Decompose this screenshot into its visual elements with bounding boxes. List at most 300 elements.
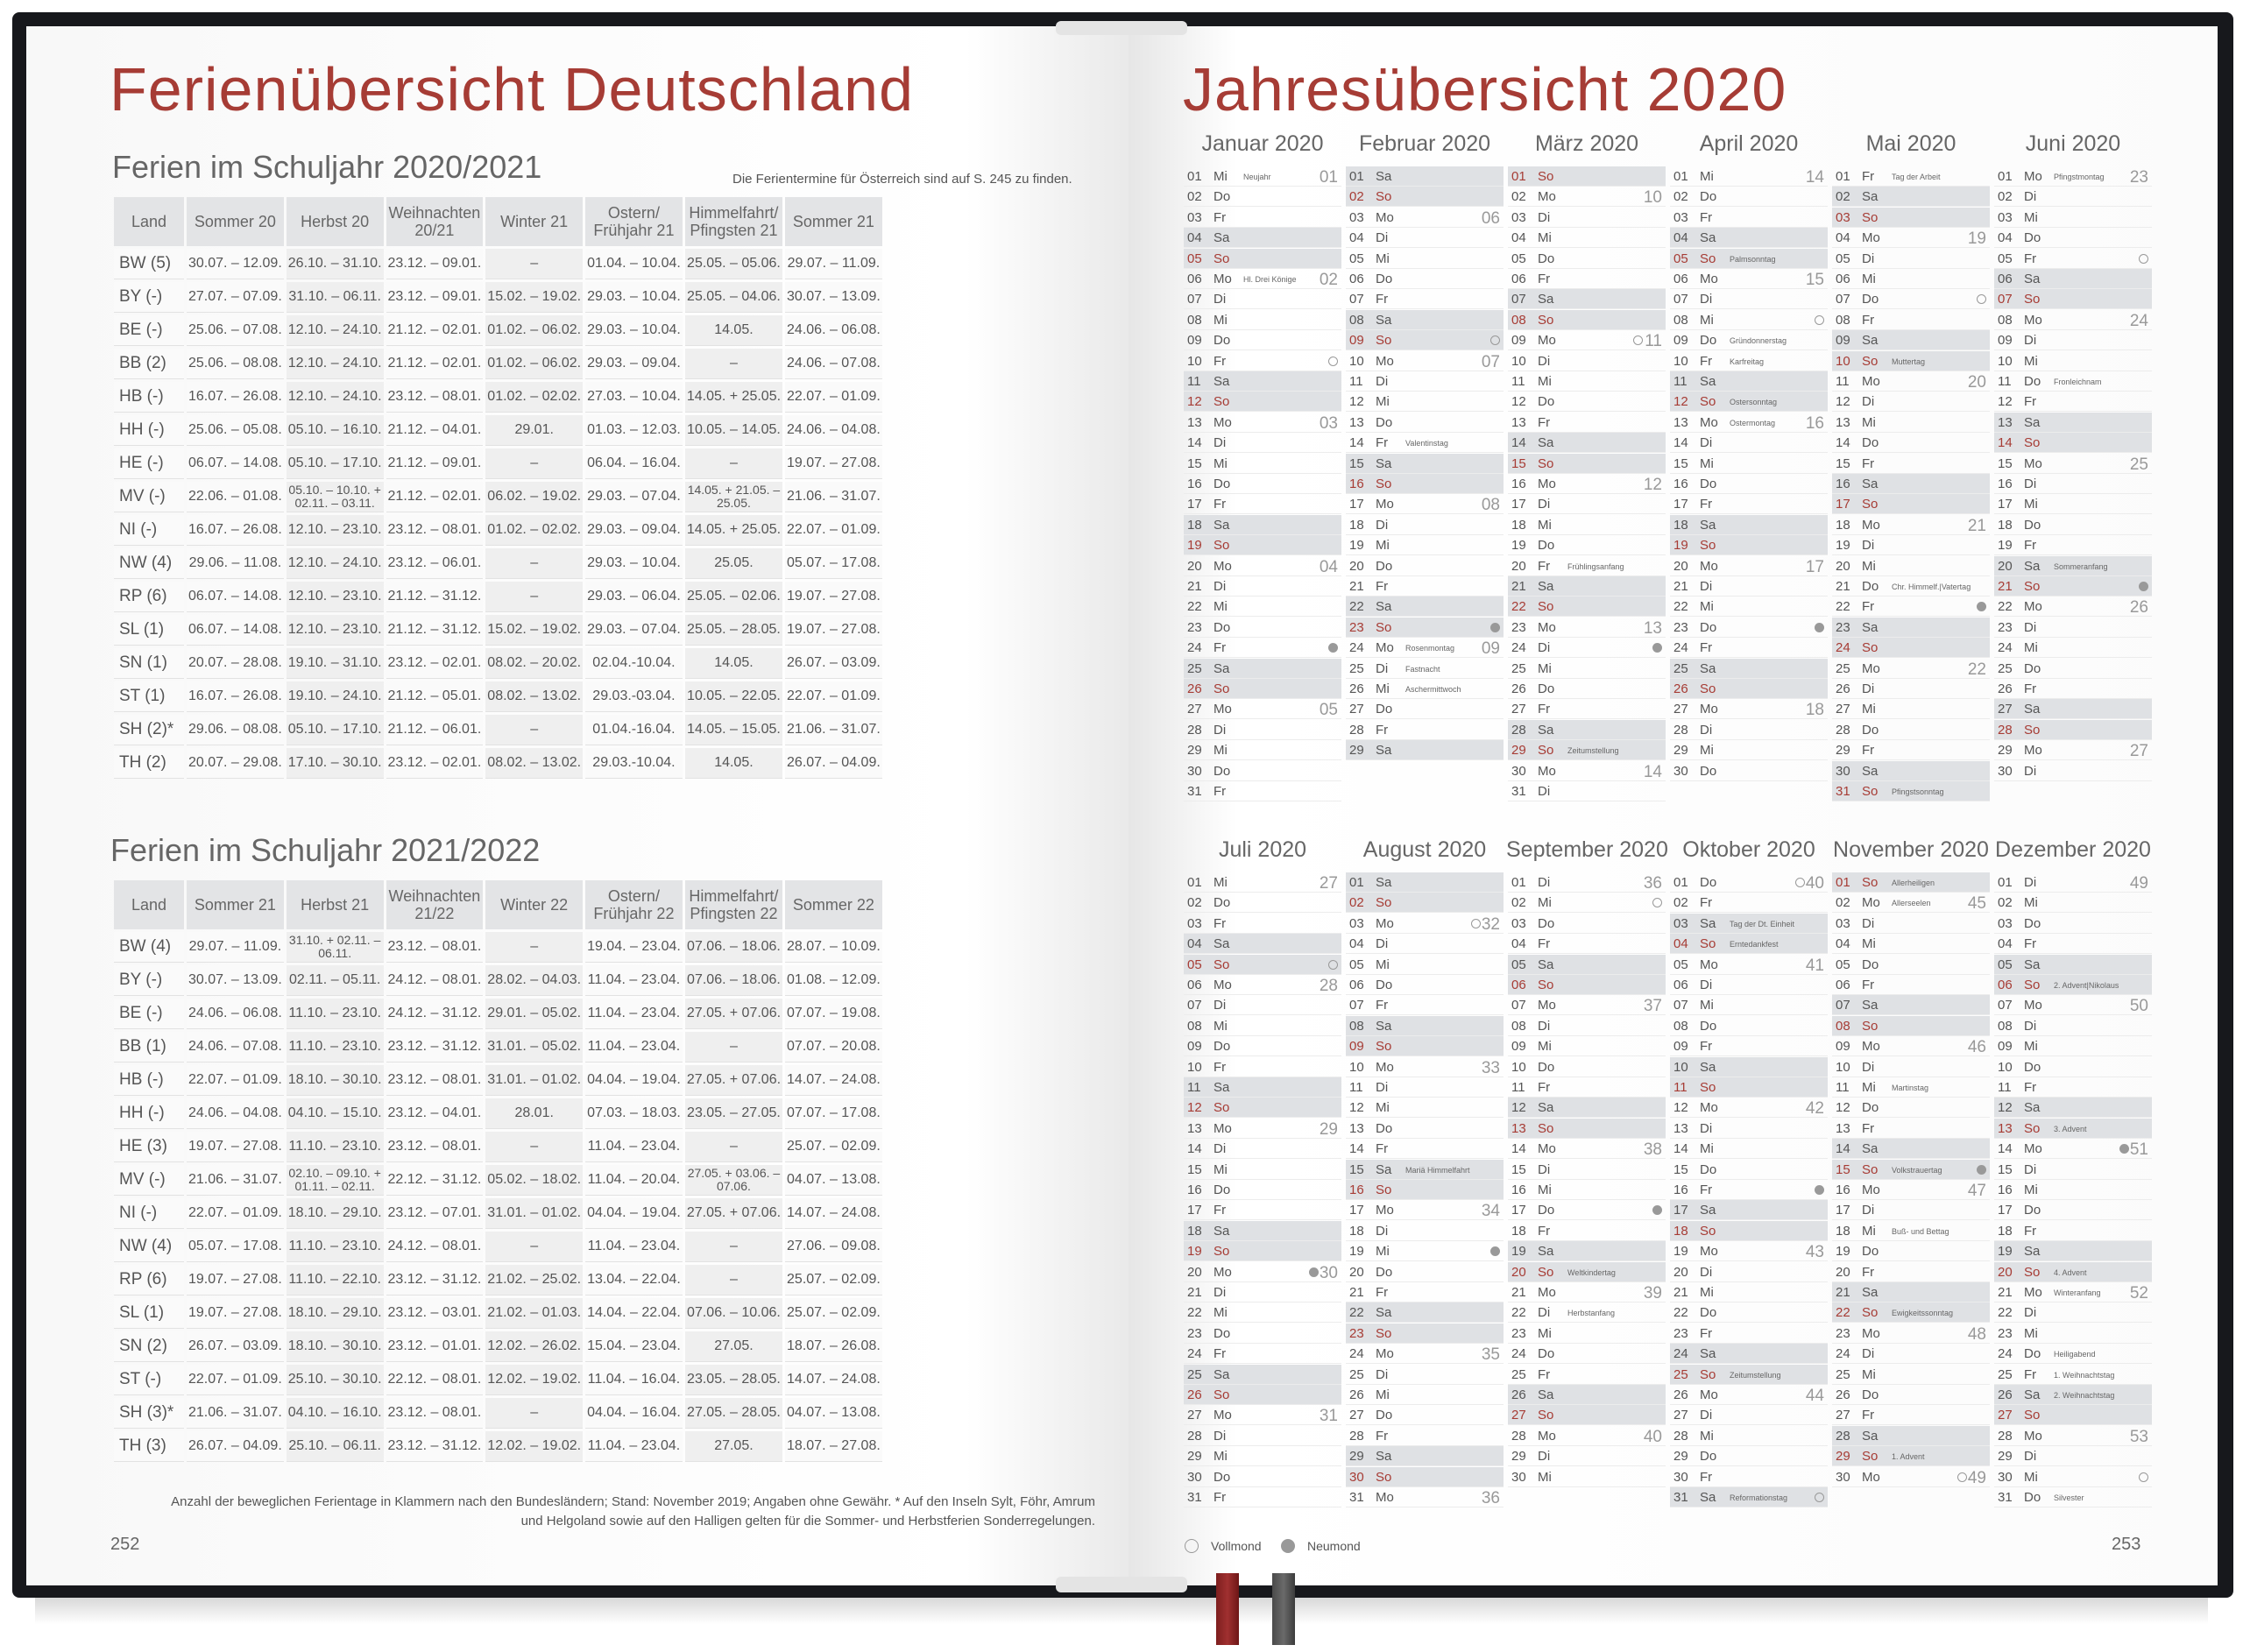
date-cell: 11.10. – 22.10.	[287, 1265, 384, 1295]
day-row	[1994, 934, 2152, 954]
holiday-label: Herbstanfang	[1567, 1309, 1616, 1318]
day-row	[1346, 1016, 1504, 1036]
state-cell: HE (3)	[114, 1132, 184, 1162]
day-row	[1508, 1221, 1666, 1241]
weekday: Mi	[1700, 455, 1714, 471]
day-row	[1994, 914, 2152, 934]
day-row	[1346, 914, 1504, 934]
day-number: 17	[1998, 1203, 2013, 1218]
day-number: 05	[1187, 251, 1202, 266]
day-number: 25	[1349, 660, 1364, 676]
day-row	[1832, 330, 1990, 350]
week-number: 15	[1805, 271, 1824, 289]
week-number: 20	[1967, 373, 1986, 392]
date-cell: 29.07. – 11.09.	[187, 932, 284, 963]
weekday: Sa	[1538, 722, 1554, 738]
day-number: 06	[1836, 272, 1850, 286]
day-number: 03	[1998, 915, 2013, 931]
weekday: Sa	[1376, 1161, 1392, 1177]
weekday: Di	[2024, 1018, 2037, 1034]
day-number: 09	[1836, 1039, 1850, 1055]
day-number: 17	[1836, 1203, 1850, 1218]
day-number: 02	[1836, 895, 1850, 911]
day-number: 28	[1836, 722, 1850, 738]
day-row	[1346, 1057, 1504, 1077]
weekday: Sa	[1862, 998, 1879, 1013]
day-number: 29	[1349, 1449, 1364, 1465]
day-number: 14	[1998, 435, 2013, 451]
date-cell: 22.07. – 01.09.	[785, 681, 882, 712]
weekday: Di	[1700, 978, 1713, 992]
day-row	[1184, 618, 1341, 638]
weekday: Do	[1538, 251, 1555, 266]
footnote-line: und Helgoland sowie auf den Halligen gelten für die Sommer- und Herbstferien Sonderregelungen.	[520, 1514, 1095, 1528]
weekday: Mi	[1213, 169, 1228, 184]
month-title: Februar 2020	[1358, 131, 1491, 156]
week-number: 14	[1643, 762, 1662, 781]
table-row	[114, 515, 882, 546]
date-cell: 25.05. – 28.05.	[685, 615, 782, 646]
weekday: Fr	[1376, 722, 1389, 738]
day-number: 17	[1187, 497, 1202, 512]
day-row	[1832, 1139, 1990, 1159]
day-number: 15	[1673, 1161, 1688, 1177]
date-cell: 30.07. – 12.09.	[187, 249, 284, 279]
day-row	[1184, 597, 1341, 617]
weekday: Do	[1700, 1449, 1717, 1465]
holiday-label: Gründonnerstag	[1730, 336, 1787, 346]
weekday: Sa	[1376, 1305, 1392, 1321]
day-row	[1994, 955, 2152, 975]
day-number: 20	[1187, 1264, 1202, 1280]
day-row	[1832, 208, 1990, 228]
day-row	[1184, 679, 1341, 699]
week-number: 28	[1319, 977, 1338, 995]
day-number: 02	[1511, 189, 1526, 205]
day-row	[1832, 955, 1990, 975]
week-number: 07	[1481, 352, 1500, 371]
day-number: 15	[1998, 1161, 2013, 1177]
day-row	[1184, 535, 1341, 555]
day-row	[1670, 576, 1828, 597]
date-cell: 11.04. – 20.04.	[585, 1165, 683, 1196]
day-number: 30	[1349, 1469, 1364, 1485]
weekday: Do	[1700, 1161, 1717, 1177]
weekday: Fr	[1862, 169, 1875, 184]
day-row	[1670, 351, 1828, 371]
day-number: 12	[1836, 394, 1850, 410]
day-row	[1346, 1200, 1504, 1220]
weekday: So	[1376, 1039, 1392, 1055]
date-cell: 27.05. + 07.06.	[685, 999, 782, 1029]
day-row	[1994, 1262, 2152, 1282]
weekday: Do	[1213, 189, 1231, 205]
day-number: 20	[1511, 1264, 1526, 1280]
day-number: 13	[1836, 1120, 1850, 1136]
weekday: So	[1538, 169, 1554, 184]
weekday: Do	[1213, 1183, 1231, 1197]
day-row	[1832, 1467, 1990, 1487]
day-row	[1994, 208, 2152, 228]
day-number: 15	[1349, 1161, 1364, 1177]
weekday: Fr	[1213, 1059, 1227, 1075]
day-row	[1184, 955, 1341, 975]
date-cell: 29.03. – 07.04.	[585, 615, 683, 646]
weekday: Sa	[2024, 957, 2041, 972]
weekday: So	[2024, 1408, 2041, 1423]
date-cell: 07.07. – 17.08.	[785, 1098, 882, 1129]
weekday: Sa	[1862, 619, 1879, 635]
day-number: 23	[1836, 1325, 1850, 1341]
day-row	[1508, 955, 1666, 975]
date-cell: 07.06. – 18.06.	[685, 965, 782, 996]
day-number: 26	[1187, 681, 1202, 696]
day-number: 10	[1673, 353, 1688, 369]
day-row	[1994, 1036, 2152, 1056]
day-row	[1184, 1262, 1341, 1282]
date-cell: 23.12. – 31.12.	[386, 1032, 484, 1063]
week-number: 04	[1319, 557, 1338, 576]
day-number: 21	[1187, 579, 1202, 594]
day-row	[1508, 392, 1666, 412]
weekday: Di	[1700, 435, 1713, 451]
day-row	[1832, 515, 1990, 535]
weekday: Mi	[2024, 209, 2038, 225]
date-cell: 26.07. – 04.09.	[785, 748, 882, 779]
day-number: 16	[1998, 477, 2013, 491]
day-number: 26	[1836, 681, 1850, 696]
weekday: Di	[1862, 1059, 1875, 1075]
day-number: 25	[1673, 1366, 1688, 1382]
day-row	[1508, 975, 1666, 995]
date-cell: 27.07. – 07.09.	[187, 282, 284, 313]
date-cell: 06.04. – 16.04.	[585, 448, 683, 479]
weekday: Sa	[2024, 414, 2041, 430]
day-row	[1832, 1036, 1990, 1056]
day-row	[1670, 208, 1828, 228]
weekday: Fr	[1862, 1120, 1875, 1136]
day-number: 10	[1349, 353, 1364, 369]
day-row	[1670, 597, 1828, 617]
weekday: Do	[2024, 660, 2041, 676]
new-moon-icon	[1977, 602, 1986, 611]
weekday: So	[1213, 681, 1230, 696]
day-number: 09	[1673, 333, 1688, 349]
date-cell: 28.02. – 04.03.	[485, 965, 583, 996]
weekday: Do	[1376, 702, 1393, 717]
day-row	[1994, 1200, 2152, 1220]
day-number: 20	[1673, 558, 1688, 574]
date-cell: 06.02. – 19.02.	[485, 482, 583, 512]
date-cell: 14.05. + 25.05.	[685, 382, 782, 413]
date-cell: 25.10. – 06.11.	[287, 1431, 384, 1462]
date-cell: 21.12. – 06.01.	[386, 715, 484, 745]
date-cell: 01.04.-16.04.	[585, 715, 683, 745]
day-row	[1184, 330, 1341, 350]
day-row	[1832, 413, 1990, 433]
weekday: Fr	[2024, 936, 2037, 952]
weekday: So	[1862, 1161, 1879, 1177]
day-number: 18	[1349, 1223, 1364, 1239]
day-row	[1508, 618, 1666, 638]
day-number: 03	[1349, 209, 1364, 225]
weekday: Di	[1538, 640, 1551, 656]
day-number: 24	[1673, 1346, 1688, 1362]
holiday-label: 1. Weihnachtstag	[2054, 1370, 2115, 1380]
day-number: 29	[1836, 1449, 1850, 1465]
day-number: 06	[1349, 978, 1364, 992]
date-cell: 08.02. – 13.02.	[485, 748, 583, 779]
full-moon-icon	[1795, 878, 1805, 887]
day-row	[1832, 761, 1990, 781]
table-row	[114, 1365, 882, 1395]
day-row	[1670, 638, 1828, 658]
weekday: Do	[1862, 579, 1879, 594]
day-row	[1994, 576, 2152, 597]
day-row	[1994, 1057, 2152, 1077]
day-number: 21	[1511, 579, 1526, 594]
weekday: Mi	[1700, 743, 1714, 759]
state-cell: BY (-)	[114, 965, 184, 996]
weekday: Mi	[1862, 1223, 1876, 1239]
day-number: 22	[1998, 1305, 2013, 1321]
date-cell: 12.10. – 24.10.	[287, 548, 384, 579]
date-cell: 11.04. – 16.04.	[585, 1365, 683, 1395]
day-row	[1670, 740, 1828, 760]
weekday: So	[1862, 209, 1879, 225]
month-title: Oktober 2020	[1682, 837, 1815, 862]
day-number: 31	[1673, 1490, 1688, 1505]
weekday: Fr	[1213, 497, 1227, 512]
day-number: 04	[1187, 230, 1202, 246]
red-bookmark-ribbon[interactable]	[1216, 1573, 1239, 1645]
column-header: Sommer 20	[187, 197, 284, 246]
day-number: 03	[1349, 915, 1364, 931]
weekday: Mo	[1700, 1100, 1718, 1116]
table-row	[114, 1298, 882, 1329]
day-row	[1994, 1098, 2152, 1118]
date-cell: 12.10. – 24.10.	[287, 382, 384, 413]
date-cell: 23.05. – 28.05.	[685, 1365, 782, 1395]
date-cell: –	[485, 1132, 583, 1162]
date-cell: 18.10. – 30.10.	[287, 1331, 384, 1362]
date-cell: 26.07. – 03.09.	[187, 1331, 284, 1362]
day-row	[1346, 351, 1504, 371]
state-cell: BW (5)	[114, 249, 184, 279]
holiday-label: Fastnacht	[1405, 664, 1440, 674]
day-row	[1346, 1139, 1504, 1159]
day-number: 27	[1836, 702, 1850, 717]
weekday: Mo	[2024, 312, 2042, 328]
column-header: Land	[114, 197, 184, 246]
date-cell: 25.05. – 04.06.	[685, 282, 782, 313]
day-number: 30	[1673, 763, 1688, 779]
week-number: 27	[1319, 874, 1338, 893]
week-number: 48	[1967, 1324, 1986, 1344]
weekday: Sa	[1862, 189, 1879, 205]
day-number: 04	[1836, 230, 1850, 246]
weekday: Sa	[1700, 915, 1716, 931]
day-row	[1832, 228, 1990, 248]
day-number: 10	[1511, 1059, 1526, 1075]
day-row	[1670, 1098, 1828, 1118]
date-cell: 23.12. – 09.01.	[386, 282, 484, 313]
day-row	[1508, 208, 1666, 228]
day-number: 31	[1836, 784, 1850, 799]
day-number: 02	[1998, 189, 2013, 205]
date-cell: 19.07. – 27.08.	[785, 615, 882, 646]
day-row	[1346, 515, 1504, 535]
weekday: Fr	[1538, 1366, 1551, 1382]
day-number: 01	[1998, 169, 2013, 184]
week-number: 23	[2129, 168, 2148, 187]
weekday: Di	[1213, 998, 1227, 1013]
date-cell: 24.06. – 06.08.	[187, 999, 284, 1029]
weekday: Do	[1376, 414, 1393, 430]
table-row	[114, 932, 882, 963]
week-number: 02	[1319, 271, 1338, 289]
day-row	[1670, 1446, 1828, 1466]
date-cell: 18.10. – 29.10.	[287, 1198, 384, 1229]
day-row	[1346, 1221, 1504, 1241]
day-row	[1508, 1365, 1666, 1385]
day-row	[1994, 289, 2152, 309]
day-row	[1184, 433, 1341, 453]
weekday: So	[1213, 538, 1230, 554]
date-cell: 31.01. – 01.02.	[485, 1065, 583, 1096]
day-number: 01	[1836, 875, 1850, 890]
weekday: Fr	[1700, 1183, 1713, 1197]
weekday: Di	[1862, 538, 1875, 554]
date-cell: 11.10. – 23.10.	[287, 1032, 384, 1063]
day-number: 05	[1998, 957, 2013, 972]
weekday: Di	[1376, 230, 1389, 246]
weekday: Mo	[2024, 1285, 2042, 1300]
day-number: 01	[1673, 875, 1688, 890]
day-number: 08	[1673, 1018, 1688, 1034]
table-row	[114, 1198, 882, 1229]
date-cell: 29.03. – 10.04.	[585, 548, 683, 579]
day-number: 08	[1673, 312, 1688, 328]
day-number: 08	[1836, 312, 1850, 328]
day-number: 23	[1187, 619, 1202, 635]
day-row	[1346, 1160, 1504, 1180]
day-number: 14	[1349, 435, 1364, 451]
weekday: So	[1376, 1325, 1392, 1341]
day-row	[1994, 371, 2152, 392]
day-row	[1670, 975, 1828, 995]
day-number: 02	[1349, 895, 1364, 911]
day-row	[1184, 659, 1341, 679]
day-row	[1508, 371, 1666, 392]
day-number: 29	[1511, 743, 1526, 759]
weekday: Mi	[2024, 1039, 2038, 1055]
state-cell: BE (-)	[114, 315, 184, 346]
day-number: 23	[1511, 1325, 1526, 1341]
spine-bottom	[1056, 1577, 1187, 1592]
holiday-table-2021-2022	[111, 878, 885, 1465]
weekday: Mi	[1376, 681, 1390, 696]
weekday: Fr	[1862, 599, 1875, 615]
weekday: Di	[1700, 579, 1713, 594]
weekday: Sa	[1700, 517, 1716, 533]
date-cell: 11.10. – 23.10.	[287, 999, 384, 1029]
date-cell: 01.02. – 06.02.	[485, 315, 583, 346]
weekday: Do	[1700, 333, 1717, 349]
weekday: Fr	[1376, 1428, 1389, 1444]
day-row	[1670, 289, 1828, 309]
date-cell: 01.02. – 06.02.	[485, 349, 583, 379]
date-cell: 24.12. – 08.01.	[386, 965, 484, 996]
day-number: 06	[1511, 272, 1526, 286]
date-cell: 24.12. – 31.12.	[386, 999, 484, 1029]
weekday: Fr	[1376, 292, 1389, 307]
day-number: 25	[1187, 660, 1202, 676]
weekday: Do	[1862, 435, 1879, 451]
weekday: Di	[1538, 1305, 1551, 1321]
day-number: 29	[1998, 1449, 2013, 1465]
column-header: Herbst 21	[287, 880, 384, 929]
weekday: Di	[1376, 1080, 1389, 1095]
weekday: Fr	[1538, 558, 1551, 574]
day-number: 21	[1349, 1285, 1364, 1300]
day-number: 31	[1187, 1490, 1202, 1505]
day-row	[1832, 494, 1990, 514]
day-number: 06	[1511, 978, 1526, 992]
weekday: Fr	[1538, 1080, 1551, 1095]
day-row	[1508, 1344, 1666, 1364]
day-number: 06	[1349, 272, 1364, 286]
date-cell: 14.05.	[685, 648, 782, 679]
date-cell: 05.10. – 16.10.	[287, 415, 384, 446]
day-row	[1994, 872, 2152, 893]
day-row	[1508, 1282, 1666, 1303]
table-row	[114, 615, 882, 646]
week-number: 36	[1481, 1489, 1500, 1507]
day-row	[1670, 494, 1828, 514]
date-cell: 30.07. – 13.09.	[187, 965, 284, 996]
weekday: So	[1376, 1469, 1392, 1485]
date-cell: 22.07. – 01.09.	[785, 382, 882, 413]
day-row	[1508, 1200, 1666, 1220]
day-number: 07	[1836, 292, 1850, 307]
weekday: Mi	[1538, 1183, 1552, 1197]
weekday: Mo	[1213, 414, 1232, 430]
day-row	[1994, 618, 2152, 638]
day-number: 17	[1187, 1203, 1202, 1218]
weekday: Di	[1538, 1449, 1551, 1465]
day-number: 11	[1836, 374, 1850, 389]
date-cell: 07.07. – 19.08.	[785, 999, 882, 1029]
weekday: Mi	[1700, 1141, 1714, 1157]
grey-bookmark-ribbon[interactable]	[1272, 1573, 1295, 1645]
day-row	[1994, 330, 2152, 350]
day-row	[1508, 515, 1666, 535]
day-row	[1346, 740, 1504, 760]
date-cell: 25.06. – 08.08.	[187, 349, 284, 379]
day-number: 14	[1511, 435, 1526, 451]
week-number: 47	[1967, 1182, 1986, 1200]
state-cell: MV (-)	[114, 1165, 184, 1196]
weekday: Sa	[1213, 517, 1230, 533]
day-number: 18	[1998, 517, 2013, 533]
day-row	[1346, 893, 1504, 913]
day-number: 25	[1998, 660, 2013, 676]
day-row	[1832, 556, 1990, 576]
day-row	[1994, 1180, 2152, 1200]
weekday: Fr	[1213, 784, 1227, 799]
day-number: 26	[1998, 681, 2013, 696]
